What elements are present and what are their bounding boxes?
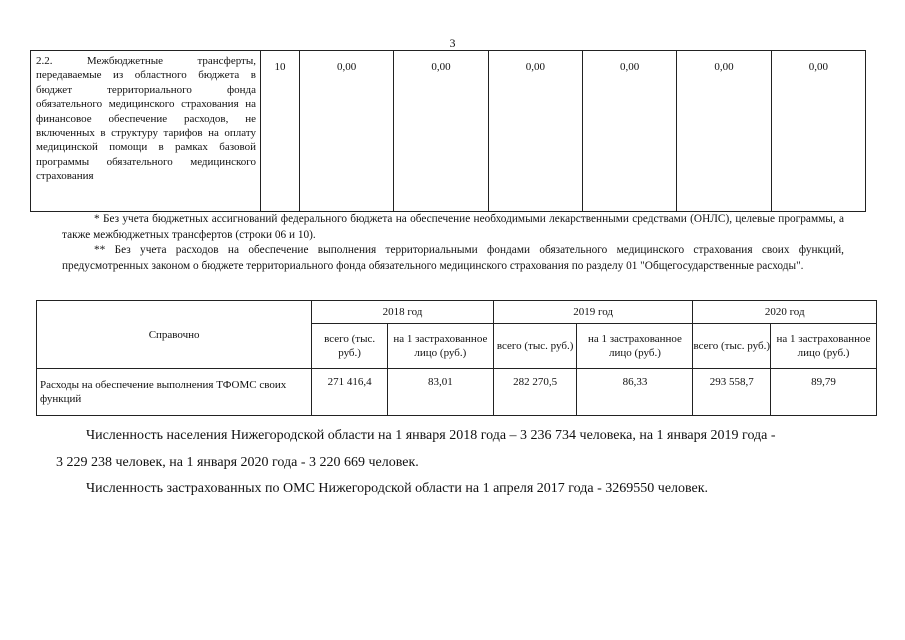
value-cell: 89,79 <box>771 369 877 416</box>
value-cell: 83,01 <box>387 369 493 416</box>
year-header: 2020 год <box>693 301 877 324</box>
value-cell: 282 270,5 <box>493 369 577 416</box>
column-header-per-insured: на 1 застрахованное лицо (руб.) <box>387 324 493 369</box>
table-row <box>31 51 866 212</box>
value-cell: 271 416,4 <box>312 369 388 416</box>
column-header-total: всего (тыс. руб.) <box>312 324 388 369</box>
year-header: 2018 год <box>312 301 494 324</box>
value-cell: 0,00 <box>488 51 582 212</box>
page-number: 3 <box>449 36 456 50</box>
footnote-2-text: ** Без учета расходов на обеспечение выполнения территориальными фондами обязательного медицинского страхования своих функций, предусмотренных законом о бюджете территориального фонда обязательного медицинского страхования по разделу 01 "Общегосударственные расходы". <box>62 244 844 272</box>
table-row <box>37 369 877 416</box>
footnote-2 <box>62 243 844 274</box>
population-paragraph-line1: Численность населения Нижегородской области на 1 января 2018 года – 3 236 734 человека, на 1 января 2019 года - <box>86 428 776 443</box>
value-cell: 293 558,7 <box>693 369 771 416</box>
footnote-1 <box>62 212 844 243</box>
reference-table <box>36 300 877 416</box>
column-header-per-insured: на 1 застрахованное лицо (руб.) <box>771 324 877 369</box>
transfers-table <box>30 50 866 212</box>
value-cell: 0,00 <box>771 51 865 212</box>
value-cell: 0,00 <box>582 51 676 212</box>
population-paragraph-line2: 3 229 238 человек, на 1 января 2020 года - 3 220 669 человек. <box>56 455 419 470</box>
value-cell: 0,00 <box>300 51 394 212</box>
row-label: Расходы на обеспечение выполнения ТФОМС своих функций <box>37 369 312 416</box>
row-description: 2.2. Межбюджетные трансферты, передаваемые из областного бюджета в бюджет территориального фонда обязательного медицинского страхования на финансовое обеспечение расходов, не включенных в структуру тарифов на оплату медицинской помощи в рамках базовой программы обязательного медицинского страхования <box>31 51 261 212</box>
column-header-total: всего (тыс. руб.) <box>493 324 577 369</box>
reference-header: Справочно <box>37 301 312 369</box>
column-header-total: всего (тыс. руб.) <box>693 324 771 369</box>
value-cell: 0,00 <box>394 51 488 212</box>
column-header-per-insured: на 1 застрахованное лицо (руб.) <box>577 324 693 369</box>
value-cell: 86,33 <box>577 369 693 416</box>
year-header: 2019 год <box>493 301 693 324</box>
insured-paragraph: Численность застрахованных по ОМС Нижегородской области на 1 апреля 2017 года - 3269550 человек. <box>86 481 709 496</box>
value-cell: 0,00 <box>677 51 771 212</box>
footnote-1-text: * Без учета бюджетных ассигнований федерального бюджета на обеспечение необходимыми лекарственными средствами (ОНЛС), целевые программы, а также межбюджетных трансфертов (строки 06 и 10). <box>62 213 844 241</box>
row-code: 10 <box>261 51 300 212</box>
